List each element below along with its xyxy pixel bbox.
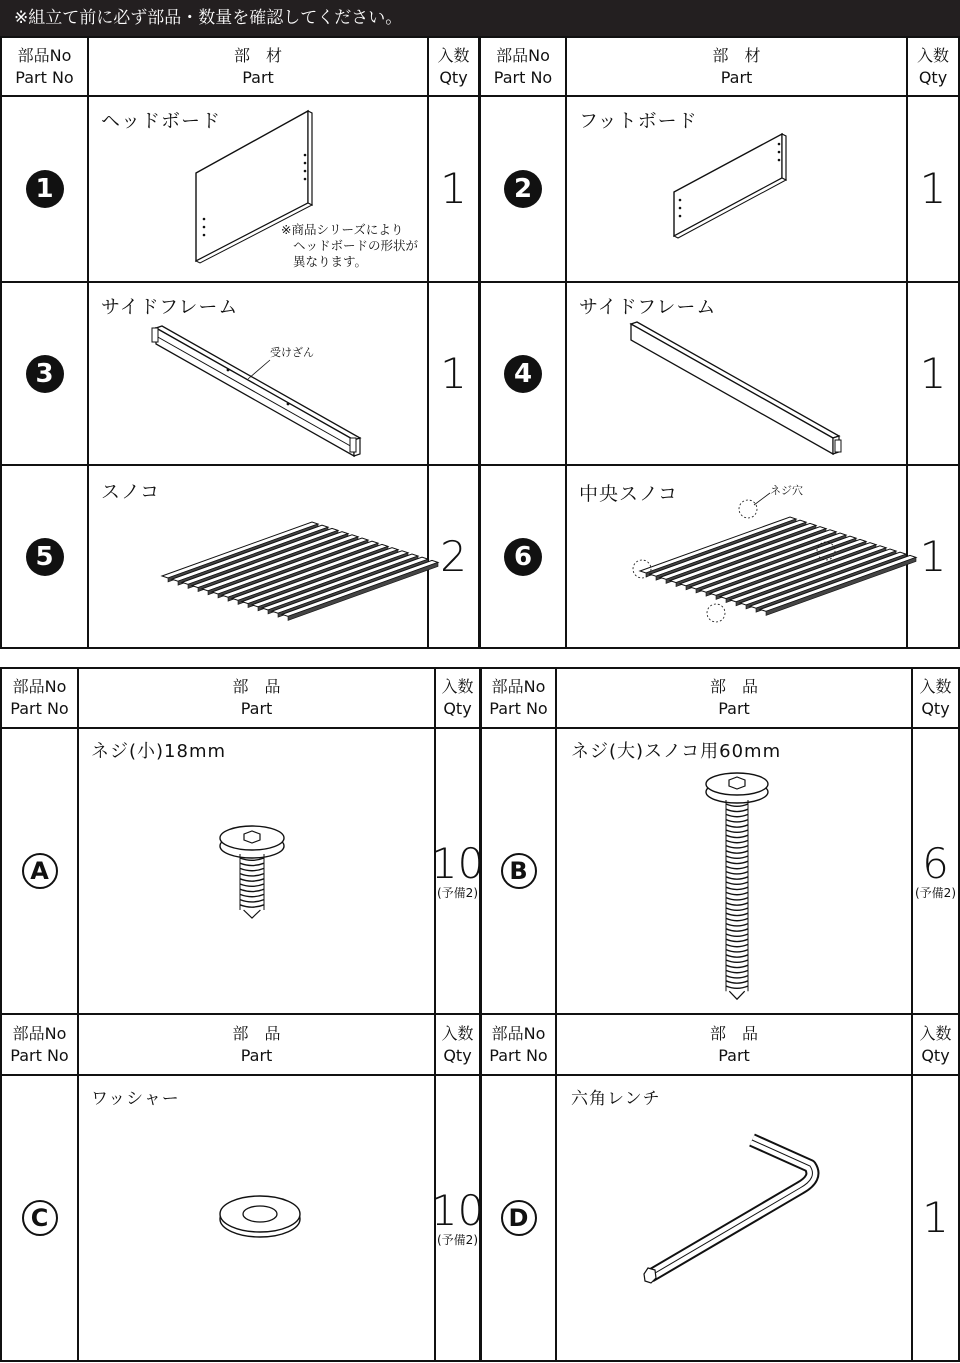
part-number-6: 6 bbox=[481, 466, 565, 647]
part-name: サイドフレーム bbox=[101, 296, 239, 318]
part-name: 六角レンチ bbox=[571, 1089, 661, 1109]
part-name: ワッシャー bbox=[91, 1089, 180, 1109]
small-screw-illustration bbox=[218, 820, 288, 920]
part-number-4: 4 bbox=[481, 283, 565, 464]
side-frame-illustration bbox=[625, 320, 850, 460]
header-part: 部 品 Part bbox=[709, 677, 758, 718]
header-part-no: 部品No Part No bbox=[10, 1023, 69, 1065]
part-name: スノコ bbox=[101, 481, 161, 503]
header-qty: 入数 Qty bbox=[919, 677, 952, 718]
part-name: ネジ(大)スノコ用60mm bbox=[571, 741, 782, 762]
quantity: 1 bbox=[919, 348, 947, 398]
header-part-no: 部品No Part No bbox=[489, 1023, 548, 1065]
part-letter-d: D bbox=[482, 1076, 555, 1360]
washer-illustration bbox=[218, 1193, 308, 1243]
screw-hole-label: ネジ穴 bbox=[770, 484, 803, 497]
part-letter-c: C bbox=[2, 1076, 77, 1360]
quantity: 2 bbox=[440, 531, 467, 581]
header-part-no: 部品No Part No bbox=[10, 677, 69, 718]
spare-count: (予備2) bbox=[437, 886, 478, 900]
part-number-3: 3 bbox=[2, 283, 87, 464]
header-qty: 入数 Qty bbox=[441, 1023, 474, 1065]
header-qty: 入数 Qty bbox=[437, 45, 470, 87]
header-part: 部 品 Part bbox=[709, 1023, 758, 1065]
header-part: 部 品 Part bbox=[232, 677, 281, 718]
part-name: 中央スノコ bbox=[579, 483, 679, 505]
slatted-base-illustration bbox=[158, 512, 358, 630]
part-letter-a: A bbox=[2, 729, 77, 1013]
quantity: 10 (予備2) bbox=[430, 839, 485, 900]
quantity: 10 (予備2) bbox=[430, 1186, 485, 1247]
part-name: ヘッドボード bbox=[101, 110, 222, 132]
footboard-illustration bbox=[670, 130, 790, 242]
instruction-banner: ※組立て前に必ず部品・数量を確認してください。 bbox=[0, 0, 960, 36]
center-slatted-base-illustration bbox=[630, 505, 840, 627]
header-part-no: 部品No Part No bbox=[493, 45, 553, 87]
part-name: ネジ(小)18mm bbox=[91, 741, 227, 762]
header-qty: 入数 Qty bbox=[441, 677, 474, 718]
quantity: 1 bbox=[440, 164, 467, 213]
header-qty: 入数 Qty bbox=[916, 45, 949, 87]
header-part: 部 材 Part bbox=[712, 45, 761, 87]
part-name: サイドフレーム bbox=[579, 296, 717, 318]
spare-count: (予備2) bbox=[915, 886, 956, 900]
large-screw-illustration bbox=[703, 768, 773, 1000]
header-qty: 入数 Qty bbox=[919, 1023, 952, 1065]
part-number-2: 2 bbox=[481, 97, 565, 281]
rail-label: 受けざん bbox=[270, 346, 314, 359]
part-name: フットボード bbox=[579, 110, 698, 132]
header-part: 部 材 Part bbox=[233, 45, 282, 87]
headboard-note: ※商品シリーズにより ヘッドボードの形状が 異なります。 bbox=[281, 222, 419, 269]
header-part-no: 部品No Part No bbox=[489, 677, 548, 718]
quantity: 1 bbox=[922, 1193, 949, 1242]
part-number-5: 5 bbox=[2, 466, 87, 647]
part-letter-b: B bbox=[482, 729, 555, 1013]
spare-count: (予備2) bbox=[437, 1233, 478, 1247]
quantity: 1 bbox=[919, 164, 947, 213]
quantity: 1 bbox=[919, 531, 947, 581]
side-frame-with-rail-illustration bbox=[148, 322, 368, 462]
part-number-1: 1 bbox=[2, 97, 87, 281]
hex-wrench-illustration bbox=[640, 1136, 825, 1296]
header-part: 部 品 Part bbox=[232, 1023, 281, 1065]
header-part-no: 部品No Part No bbox=[15, 45, 74, 87]
quantity: 6 (予備2) bbox=[915, 839, 956, 900]
quantity: 1 bbox=[440, 348, 467, 398]
